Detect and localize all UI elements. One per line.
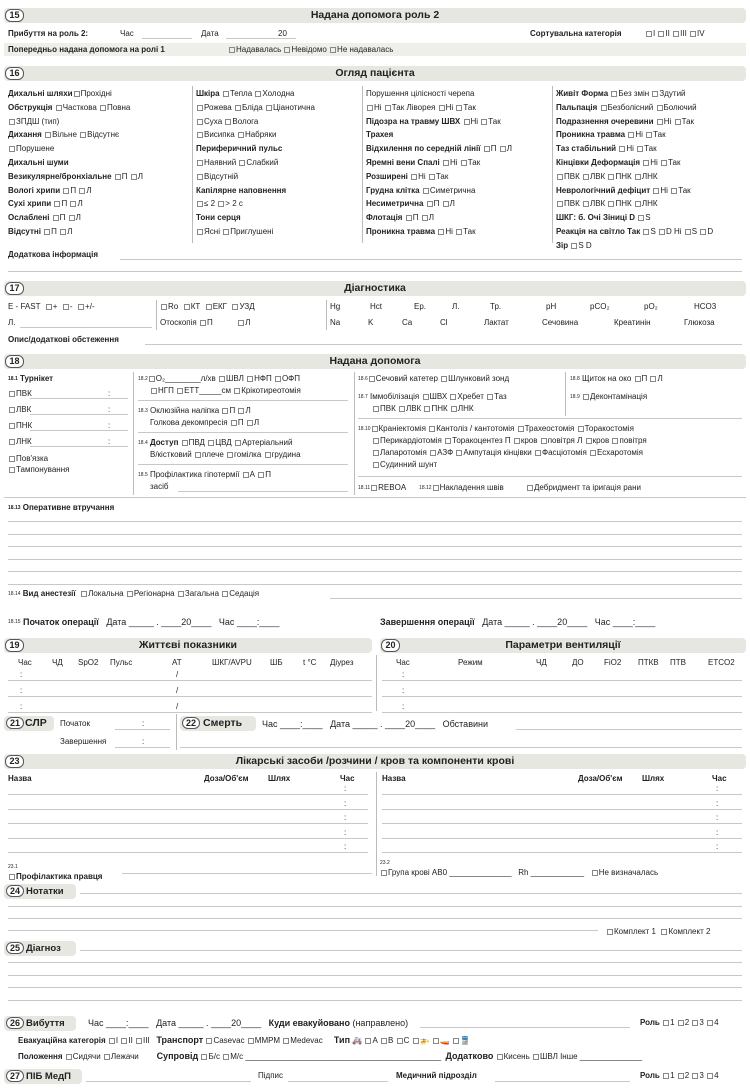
exam-item[interactable]: Грудна клітка Симетрична (366, 185, 476, 195)
lab-label: Ер. (414, 302, 427, 311)
surgery-label: $^{18.13}$ Оперативне втручання (8, 503, 115, 512)
lab-label: Na (330, 318, 341, 327)
airway-row-1[interactable]: $^{18.2}$ O₂________л/хв ШВЛ НФП ОФП (138, 374, 300, 383)
tourniquet-time[interactable]: : (108, 389, 111, 398)
write-line[interactable] (382, 838, 742, 839)
cpr-end-field[interactable]: : (142, 737, 145, 746)
lab-label: Hct (370, 302, 382, 311)
write-line[interactable] (382, 809, 742, 810)
blood-group-row[interactable]: $^{23.2}$ Група крові АВ0 ______________ Rh ____________ Не визначалась (380, 860, 659, 877)
efast-row[interactable]: E - FAST + - +/- (8, 302, 95, 311)
med-time[interactable]: : (344, 827, 347, 837)
exam-item[interactable]: Яремні вени Спалі Ні Так (366, 158, 481, 167)
write-line[interactable] (8, 975, 742, 976)
lab-label: Ca (402, 318, 413, 327)
med-time[interactable]: : (716, 842, 719, 851)
vitals-column-header: ШБ (270, 658, 283, 667)
write-line[interactable] (8, 838, 368, 839)
helicopter-icon: 🚁 (419, 1036, 430, 1045)
vitals-column-header: ШКГ/AVPU (212, 658, 252, 667)
bandage-option[interactable]: Пов'язка (8, 454, 48, 464)
extra-info-field[interactable] (120, 259, 742, 260)
write-line[interactable] (80, 893, 742, 894)
arrival-label: Прибуття на роль 2: (8, 29, 89, 38)
exam-item[interactable]: ЗПДШ (тип) (8, 117, 59, 127)
lab-label: K (368, 318, 374, 327)
arrival-hour-field[interactable] (142, 38, 192, 39)
write-line[interactable] (8, 930, 598, 931)
write-line[interactable] (8, 852, 368, 853)
section-number: 21 (6, 717, 24, 729)
med-name-header: Назва (382, 774, 406, 783)
cpr-title: СЛР (25, 717, 47, 729)
exam-item[interactable]: Зір S D (556, 240, 592, 250)
exam-item[interactable]: Несиметрична П Л (366, 199, 455, 209)
section-number: 25 (6, 942, 24, 954)
tamponade-option[interactable]: Тампонування (8, 465, 69, 475)
vent-column-header: FiO2 (604, 658, 622, 667)
bp-slash: / (176, 702, 179, 711)
section-title: Лікарські засоби /розчини / кров та компоненти крові (235, 755, 515, 767)
decontamination-row[interactable]: $^{18.9}$ Деконтамінація (570, 392, 648, 401)
section-number: 19 (5, 639, 24, 652)
vitals-column-header: t °C (303, 658, 317, 667)
exam-item[interactable]: Дихальні шуми (8, 158, 69, 167)
vent-column-header: ЧД (536, 658, 547, 667)
hour-label: Час (120, 29, 134, 38)
diagnosis-title: Діагноз (26, 943, 61, 954)
exam-item[interactable]: Тони серця (196, 213, 241, 223)
section-18-header (4, 354, 746, 369)
section-title: Параметри вентиляції (505, 639, 621, 651)
write-line[interactable] (30, 398, 128, 399)
exam-item[interactable]: Флотація П Л (366, 213, 434, 223)
write-line[interactable] (8, 962, 742, 963)
vitals-time[interactable]: : (20, 702, 23, 711)
catheter-row[interactable]: $^{18.6}$ Сечовий катетер Шлунковий зонд (358, 374, 510, 383)
write-line[interactable] (382, 680, 742, 681)
med-time[interactable]: : (344, 784, 347, 793)
section-number: 20 (381, 639, 400, 652)
med-time-header: Час (340, 774, 355, 783)
lab-label: pCO₂ (590, 302, 610, 311)
exam-item[interactable]: ≤ 2 > 2 с (196, 199, 243, 209)
tourniquet-row[interactable]: ЛВК (8, 405, 31, 415)
med-time-header: Час (712, 774, 727, 783)
exam-item[interactable]: Відсутні П Л (8, 227, 73, 236)
med-dose-header: Доза/Об'єм (578, 774, 623, 783)
vent-column-header: ETCO2 (708, 658, 735, 667)
exam-item[interactable]: Порушене (8, 144, 54, 154)
section-number: 26 (6, 1017, 24, 1029)
section-20-header (380, 638, 746, 653)
lab-label: Сечовина (542, 318, 579, 327)
section-number: 27 (6, 1070, 24, 1082)
section-16-header (4, 66, 746, 81)
exam-item[interactable]: Живіт Форма Без змін Здутий (556, 89, 686, 98)
write-line[interactable] (382, 852, 742, 853)
lab-label: pH (546, 302, 557, 311)
anesthesia-row[interactable]: $^{18.14}$ Вид анестезії Локальна Регіонарна Загальна Седація (8, 589, 260, 598)
prior-help-options[interactable]: Надавалась Невідомо Не надавалась (228, 45, 393, 55)
exam-item[interactable]: Відсутній (196, 172, 238, 182)
exam-item[interactable]: Периферичний пульс (196, 144, 283, 154)
exam-item[interactable]: Таз стабільний Ні Так (556, 144, 657, 154)
exam-item[interactable]: Пальпація Безболісний Болючий (556, 102, 697, 112)
vent-time[interactable]: : (402, 702, 405, 711)
boat-icon: 🚤 (439, 1036, 450, 1045)
write-line[interactable] (382, 712, 742, 713)
lab-label: Лактат (484, 318, 509, 327)
write-line[interactable] (8, 918, 742, 919)
medic-name-title: ПІБ МедП (26, 1071, 71, 1082)
exam-item[interactable]: Наявний Слабкий (196, 158, 278, 168)
med-route-header: Шлях (268, 774, 291, 783)
train-icon: 🚆 (459, 1036, 470, 1045)
exam-item[interactable]: Неврологічний дефіцит Ні Так (556, 185, 691, 195)
sort-category-label: Сортувальна категорія (530, 29, 622, 38)
year-label: 20 (278, 29, 287, 38)
date-label: Дата (201, 29, 219, 38)
section-23-header (4, 754, 746, 769)
write-line[interactable] (8, 794, 368, 795)
lab-label: Креатинін (614, 318, 651, 327)
lab-label: Cl (440, 318, 448, 327)
exam-item[interactable]: ШКГ: б. Очі Зіниці D S (556, 213, 651, 223)
exam-item[interactable]: ПВК ЛВК ПНК ЛНК (556, 172, 658, 182)
eye-shield-row[interactable]: $^{18.8}$ Щиток на око П Л (570, 374, 663, 383)
write-line[interactable] (80, 950, 742, 951)
tourniquet-label: $^{18.1}$ Турнікет (8, 374, 54, 383)
exam-item[interactable]: Розширені Ні Так (366, 171, 449, 181)
exam-item[interactable]: Трахея (366, 130, 394, 140)
vent-time[interactable]: : (402, 686, 405, 695)
exam-item[interactable]: Кінцівки Деформація Ні Так (556, 158, 681, 167)
write-line[interactable] (30, 414, 128, 415)
tourniquet-time[interactable]: : (108, 437, 111, 446)
vitals-column-header: Час (18, 658, 32, 667)
write-line[interactable] (8, 534, 742, 535)
write-line[interactable] (382, 823, 742, 824)
section-title: Надана допомога роль 2 (310, 9, 440, 21)
tourniquet-row[interactable]: ПНК (8, 421, 32, 431)
med-time[interactable]: : (716, 827, 719, 837)
cpr-start-label: Початок (60, 719, 90, 728)
section-number: 16 (5, 67, 24, 80)
vent-column-header: ДО (572, 658, 584, 667)
lab-label: Тр. (490, 302, 502, 311)
exam-item[interactable]: Обструкція Часткова Повна (8, 102, 131, 112)
med-time[interactable]: : (344, 842, 347, 851)
imaging-row[interactable]: Ro КТ ЕКГ УЗД (160, 302, 255, 312)
lab-label: Глюкоза (684, 318, 715, 327)
exam-item[interactable]: Ясні Приглушені (196, 227, 273, 237)
cpr-start-field[interactable]: : (142, 719, 145, 728)
exam-item[interactable]: Везикулярне/бронхіальне П Л (8, 171, 144, 181)
kit-options[interactable]: Комплект 1 Комплект 2 (606, 927, 710, 937)
write-line[interactable] (8, 696, 372, 697)
prior-help-label: Попередньо надана допомога на ролі 1 (8, 45, 165, 54)
bp-slash: / (176, 686, 179, 695)
section-19-header (4, 638, 372, 653)
ops-row-3[interactable]: Лапаротомія АЗФ Ампутація кінцівки Фасціотомія Есхаротомія (372, 448, 643, 458)
exam-item[interactable]: Ослаблені П Л (8, 213, 81, 223)
ops-row-2[interactable]: Перикардіотомія Торакоцентез П кров повітря Л кров повітря (372, 436, 647, 446)
bp-slash: / (176, 670, 179, 679)
section-number: 18 (5, 355, 24, 368)
otoscopy-row[interactable]: Отоскопія П Л (160, 318, 251, 327)
vent-time[interactable]: : (402, 670, 405, 679)
immobilization-limbs[interactable]: ПВК ЛВК ПНК ЛНК (372, 404, 474, 414)
med-time[interactable]: : (344, 813, 347, 822)
write-line[interactable] (8, 987, 742, 988)
ops-row-4[interactable]: Судинний шунт (372, 460, 437, 470)
exam-item[interactable]: Суха Волога (196, 117, 258, 127)
write-line[interactable] (8, 906, 742, 907)
exam-item[interactable]: Дихальні шляхи Прохідні (8, 89, 112, 98)
unit-label: Медичний підрозділ (396, 1071, 477, 1080)
death-row[interactable]: Час ____:____ Дата _____ . ____20____ Обставини (262, 719, 488, 729)
tetanus-row[interactable]: $^{23.1}$ Профілактика правця (8, 864, 103, 881)
write-line[interactable] (30, 430, 128, 431)
exam-item[interactable]: Вологі хрипи П Л (8, 185, 92, 195)
vitals-column-header: Пульс (110, 658, 133, 667)
section-15-header (4, 8, 746, 23)
ops-row-1[interactable]: $^{18.10}$ Краніектомія Кантоліз / кантотомія Трахеостомія Торакостомія (358, 424, 634, 433)
efast-l-label: Л. (8, 318, 16, 327)
vitals-column-header: SpO2 (78, 658, 99, 667)
vent-column-header: Режим (458, 658, 483, 667)
notes-title: Нотатки (26, 886, 64, 897)
exam-item[interactable]: Подразнення очеревини Ні Так (556, 116, 695, 126)
ambulance-icon: 🚑 (352, 1036, 363, 1045)
write-line[interactable] (8, 680, 372, 681)
sort-category-options[interactable]: I II III IV (645, 29, 705, 39)
write-line[interactable] (8, 546, 742, 547)
exam-item[interactable]: Ні Так Ліворея Ні Так (366, 103, 476, 113)
vent-column-header: ПТКВ (638, 658, 659, 667)
section-number: 15 (5, 9, 24, 22)
vent-column-header: ПТВ (670, 658, 686, 667)
exam-item[interactable]: Висипка Набряки (196, 130, 276, 140)
lab-label: Л. (452, 302, 460, 311)
section-number: 23 (5, 755, 24, 768)
signature-label: Підпис (258, 1071, 283, 1080)
exam-item[interactable]: Порушення цілісності черепа (366, 89, 475, 98)
write-line[interactable] (8, 1000, 742, 1001)
exam-item[interactable]: Сухі хрипи П Л (8, 199, 83, 209)
agent-label: засіб (150, 482, 169, 491)
vent-column-header: Час (396, 658, 410, 667)
vitals-column-header: Діурез (330, 658, 354, 667)
exam-item[interactable]: Відхилення по середній лінії П Л (366, 144, 512, 154)
write-line[interactable] (8, 521, 742, 522)
write-line[interactable] (8, 712, 372, 713)
exam-item[interactable]: Підозра на травму ШВХ Ні Так (366, 116, 501, 126)
needle-decompression-row[interactable]: Голкова декомпресія П Л (150, 418, 260, 427)
discharge-title: Вибуття (26, 1018, 65, 1029)
reboa-row[interactable]: $^{18.11}$ REBOA $^{18.12}$ Накладення швів Дебридмент та іригація рани (358, 483, 641, 492)
lab-label: pO₂ (644, 302, 658, 311)
write-line[interactable] (8, 559, 742, 560)
med-time[interactable]: : (344, 798, 347, 808)
occlusive-row[interactable]: $^{18.3}$ Оклюзійна наліпка П Л (138, 406, 251, 415)
discharge-row[interactable]: Час ____:____ Дата _____ . ____20____ Куди евакуйовано (направлено) (88, 1018, 409, 1028)
med-name-header: Назва (8, 774, 32, 783)
access-row-2[interactable]: В/кістковий плече гомілка грудина (150, 450, 301, 459)
section-number: 22 (182, 717, 200, 729)
write-line[interactable] (30, 446, 128, 447)
write-line[interactable] (382, 794, 742, 795)
section-17-header (4, 281, 746, 296)
cpr-end-label: Завершення (60, 737, 107, 746)
vitals-time[interactable]: : (20, 670, 23, 679)
airway-row-2[interactable]: НГП ЕТТ_____см Крікотиреотомія (150, 386, 301, 396)
exam-item[interactable]: Дихання Вільне Відсутнє (8, 130, 120, 140)
op-end-row[interactable]: Завершення операції Дата _____ . ____20____ Час ____:____ (380, 617, 656, 627)
med-time[interactable]: : (716, 784, 719, 793)
hypothermia-row[interactable]: $^{18.5}$ Профілактика гіпотермії А П (138, 470, 271, 479)
write-line[interactable] (382, 696, 742, 697)
section-number: 17 (5, 282, 24, 295)
write-line[interactable] (8, 584, 742, 585)
position-row[interactable]: Положення Сидячи Лежачи Супровід Б/с М/с ____________________________________________ Додатково Кисень ШВЛ Інше ______________ (18, 1051, 643, 1061)
exam-item[interactable]: ПВК ЛВК ПНК ЛНК (556, 199, 658, 209)
write-line[interactable] (8, 571, 742, 572)
med-route-header: Шлях (642, 774, 665, 783)
extra-tests-label: Опис/додаткові обстеження (8, 335, 119, 344)
med-time[interactable]: : (716, 798, 719, 808)
exam-item[interactable]: Реакція на світло Так S D Ні S D (556, 227, 714, 236)
tourniquet-row[interactable]: ПВК (8, 389, 32, 399)
vitals-column-header: АТ (172, 658, 182, 667)
write-line[interactable] (8, 823, 368, 824)
extra-info-label: Додаткова інформація (8, 250, 98, 259)
lab-label: Hg (330, 302, 341, 311)
medic-role[interactable]: Роль 1 2 3 4 (640, 1071, 719, 1080)
med-dose-header: Доза/Об'єм (204, 774, 249, 783)
discharge-role[interactable]: Роль 1 2 3 4 (640, 1018, 719, 1027)
vitals-column-header: ЧД (52, 658, 63, 667)
lab-label: HCO3 (694, 302, 717, 311)
section-title: Огляд пацієнта (335, 67, 415, 79)
exam-item[interactable]: Проникна травма Ні Так (556, 130, 666, 140)
exam-item[interactable]: Шкіра Тепла Холодна (196, 89, 295, 98)
tourniquet-row[interactable]: ЛНК (8, 437, 32, 447)
med-time[interactable]: : (716, 813, 719, 822)
evac-row[interactable]: Евакуаційна категорія I II III Транспорт Casevac ММРМ Medevac Тип 🚑 А В С 🚁 🚤 🚆 (18, 1035, 470, 1045)
section-number: 24 (6, 885, 24, 897)
exam-item[interactable]: Рожева Бліда Ціанотична (196, 103, 315, 113)
section-title: Життєві показники (138, 639, 238, 651)
exam-item[interactable]: Проникна травма Ні Так (366, 227, 476, 236)
write-line[interactable] (8, 809, 368, 810)
vitals-time[interactable]: : (20, 686, 23, 695)
section-title: Діагностика (344, 282, 406, 294)
section-title: Надана допомога (329, 355, 421, 367)
exam-item[interactable]: Капілярне наповнення (196, 185, 287, 195)
tourniquet-time[interactable]: : (108, 421, 111, 430)
tourniquet-time[interactable]: : (108, 405, 111, 414)
access-row-1[interactable]: $^{18.4}$ Доступ ПВД ЦВД Артеріальний (138, 438, 293, 447)
op-start-row[interactable]: $^{18.15}$ Початок операції Дата _____ . ____20____ Час ____:____ (8, 617, 280, 627)
death-title: Смерть (203, 717, 243, 729)
immobilization-row[interactable]: $^{18.7}$ Іммобілізація ШВХ Хребет Таз (358, 392, 507, 401)
